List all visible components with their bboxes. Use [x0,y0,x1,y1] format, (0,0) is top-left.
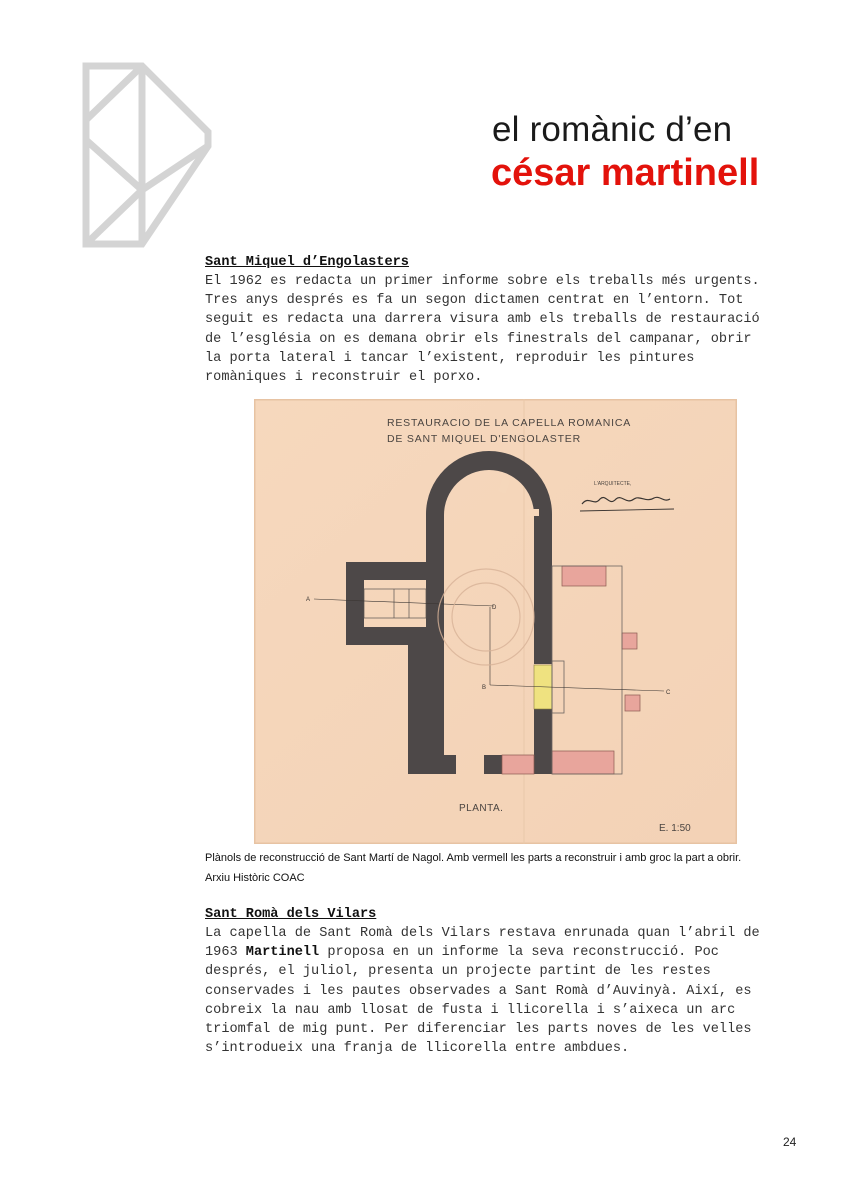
text-line: després, el juliol, presenta un projecte partint de les restes [205,964,711,980]
caption-line1: Plànols de reconstrucció de Sant Martí de Nagol. Amb vermell les parts a reconstruir i amb groc la part a obrir. [205,852,742,864]
text-line: la porta lateral i tancar l’existent, reproduir les pintures [205,350,695,366]
text-line: de l’església on es demana obrir els finestrals del campanar, obrir [205,331,752,347]
section-heading-sant-miquel: Sant Miquel d’Engolasters [205,255,409,270]
section-marker-c: C [666,690,671,696]
page-title-line2: césar martinell [491,152,760,194]
section-heading-sant-roma: Sant Romà dels Vilars [205,907,377,922]
text-line: Tres anys després es fa un segon dictamen centrat en l’entorn. Tot [205,293,744,309]
plan-title-line1: RESTAURACIO DE LA CAPELLA ROMANICA [387,417,632,429]
page-title-line1: el romànic d’en [492,110,733,149]
figure-caption [205,848,805,888]
text-fragment: 1963 [205,945,246,961]
section-marker-a: A [306,597,311,603]
geometric-outline-logo-icon [80,60,215,250]
text-line: El 1962 es redacta un primer informe sobre els treballs més urgents. [205,274,760,289]
plan-stamp-label: L'ARQUITECTE, [594,481,632,487]
bold-name-martinell: Martinell [245,945,320,961]
section-paragraph-sant-miquel [205,272,795,387]
plan-scale-label: E. 1:50 [659,823,691,834]
text-line: s’introdueix una franja de llicorella entre ambdues. [205,1041,630,1057]
text-line: triomfal de mig punt. Per diferenciar les parts noves de les velles [205,1022,752,1038]
plan-title-line2: DE SANT MIQUEL D'ENGOLASTER [387,433,581,445]
text-line: seguit es redacta una darrera visura amb els treballs de restauració [205,312,760,328]
plan-label-planta: PLANTA. [459,803,504,814]
text-fragment: proposa en un informe la seva reconstrucció. Poc [319,945,719,961]
text-line: romàniques i reconstruir el porxo. [205,370,483,386]
section-marker-d: D [492,605,497,611]
page-number: 24 [783,1135,797,1149]
text-line: cobreix la nau amb llosat de fusta i llicorella i s’aixeca un arc [205,1002,736,1018]
text-line [205,943,795,962]
caption-line2: Arxiu Històric COAC [205,872,305,884]
section-paragraph-sant-roma [205,924,795,1058]
section-marker-b: B [482,685,487,691]
architectural-floor-plan [254,399,737,844]
text-line: conservades i les pautes observades a Sant Romà d’Auvinyà. Així, es [205,983,752,999]
text-line: La capella de Sant Romà dels Vilars restava enrunada quan l’abril de [205,926,760,941]
